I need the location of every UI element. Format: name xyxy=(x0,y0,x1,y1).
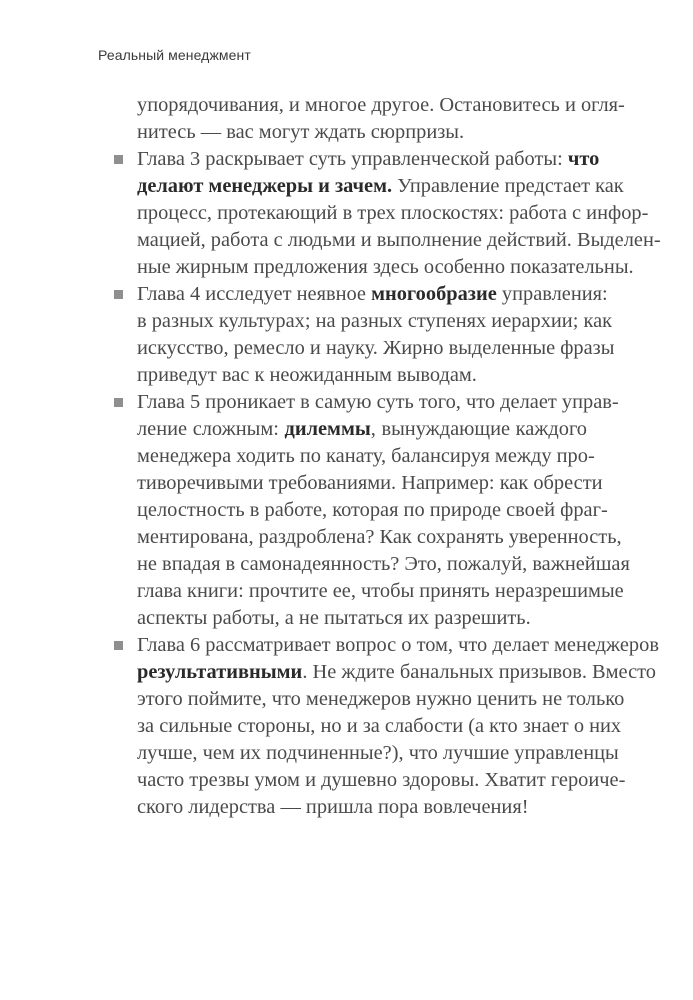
list-item-chapter-3 xyxy=(137,146,661,281)
text-line: тиворечивыми требованиями. Например: как обрести xyxy=(137,472,603,494)
bold-phrase: многообразие xyxy=(371,283,497,305)
text-line: процесс, протекающий в трех плоскостях: работа с инфор- xyxy=(137,202,649,224)
list-item-chapter-4 xyxy=(137,281,615,389)
text-line: делают менеджеры и зачем. Управление предстает как xyxy=(137,175,624,197)
text-line: ского лидерства — пришла пора вовлечения! xyxy=(137,796,529,818)
text-line: ные жирным предложения здесь особенно показательны. xyxy=(137,256,634,278)
text-line: ментирована, раздроблена? Как сохранять уверенность, xyxy=(137,526,622,548)
text-line: глава книги: прочтите ее, чтобы принять неразрешимые xyxy=(137,580,624,602)
text-line: часто трезвы умом и душевно здоровы. Хватит героиче- xyxy=(137,769,626,791)
text-line: приведут вас к неожиданным выводам. xyxy=(137,364,477,386)
bold-phrase: делают менеджеры и зачем. xyxy=(137,175,393,197)
text-line: Глава 4 исследует неявное многообразие управления: xyxy=(137,283,608,305)
list-item-chapter-6 xyxy=(137,632,659,821)
text-line: искусство, ремесло и науку. Жирно выделенные фразы xyxy=(137,337,615,359)
text-line: в разных культурах; на разных ступенях иерархии; как xyxy=(137,310,613,332)
text-line: мацией, работа с людьми и выполнение действий. Выделен- xyxy=(137,229,661,251)
square-bullet-icon xyxy=(114,641,123,650)
continuation-paragraph xyxy=(137,92,625,146)
text-line: нитесь — вас могут ждать сюрпризы. xyxy=(137,121,465,143)
text-line: целостность в работе, которая по природе своей фраг- xyxy=(137,499,608,521)
text-line: ление сложным: дилеммы, вынуждающие каждого xyxy=(137,418,587,440)
text-line: результативными. Не ждите банальных призывов. Вместо xyxy=(137,661,656,683)
list-item-chapter-5 xyxy=(137,389,630,632)
running-head: Реальный менеджмент xyxy=(98,47,251,63)
bold-phrase: результативными xyxy=(137,661,303,683)
text-line: Глава 5 проникает в самую суть того, что делает управ- xyxy=(137,391,619,413)
square-bullet-icon xyxy=(114,290,123,299)
bold-phrase: что xyxy=(567,148,600,170)
bold-phrase: дилеммы xyxy=(284,418,371,440)
text-line: упорядочивания, и многое другое. Остановитесь и огля- xyxy=(137,94,625,116)
text-line: Глава 3 раскрывает суть управленческой работы: что xyxy=(137,148,600,170)
page-body xyxy=(137,92,661,821)
text-line: лучше, чем их подчиненные?), что лучшие управленцы xyxy=(137,742,619,764)
text-line: Глава 6 рассматривает вопрос о том, что делает менеджеров xyxy=(137,634,659,656)
text-line: этого поймите, что менеджеров нужно ценить не только xyxy=(137,688,625,710)
text-line: не впадая в самонадеянность? Это, пожалуй, важнейшая xyxy=(137,553,630,575)
square-bullet-icon xyxy=(114,155,123,164)
text-line: за сильные стороны, но и за слабости (а кто знает о них xyxy=(137,715,622,737)
text-line: менеджера ходить по канату, балансируя между про- xyxy=(137,445,595,467)
text-line: аспекты работы, а не пытаться их разрешить. xyxy=(137,607,531,629)
square-bullet-icon xyxy=(114,398,123,407)
